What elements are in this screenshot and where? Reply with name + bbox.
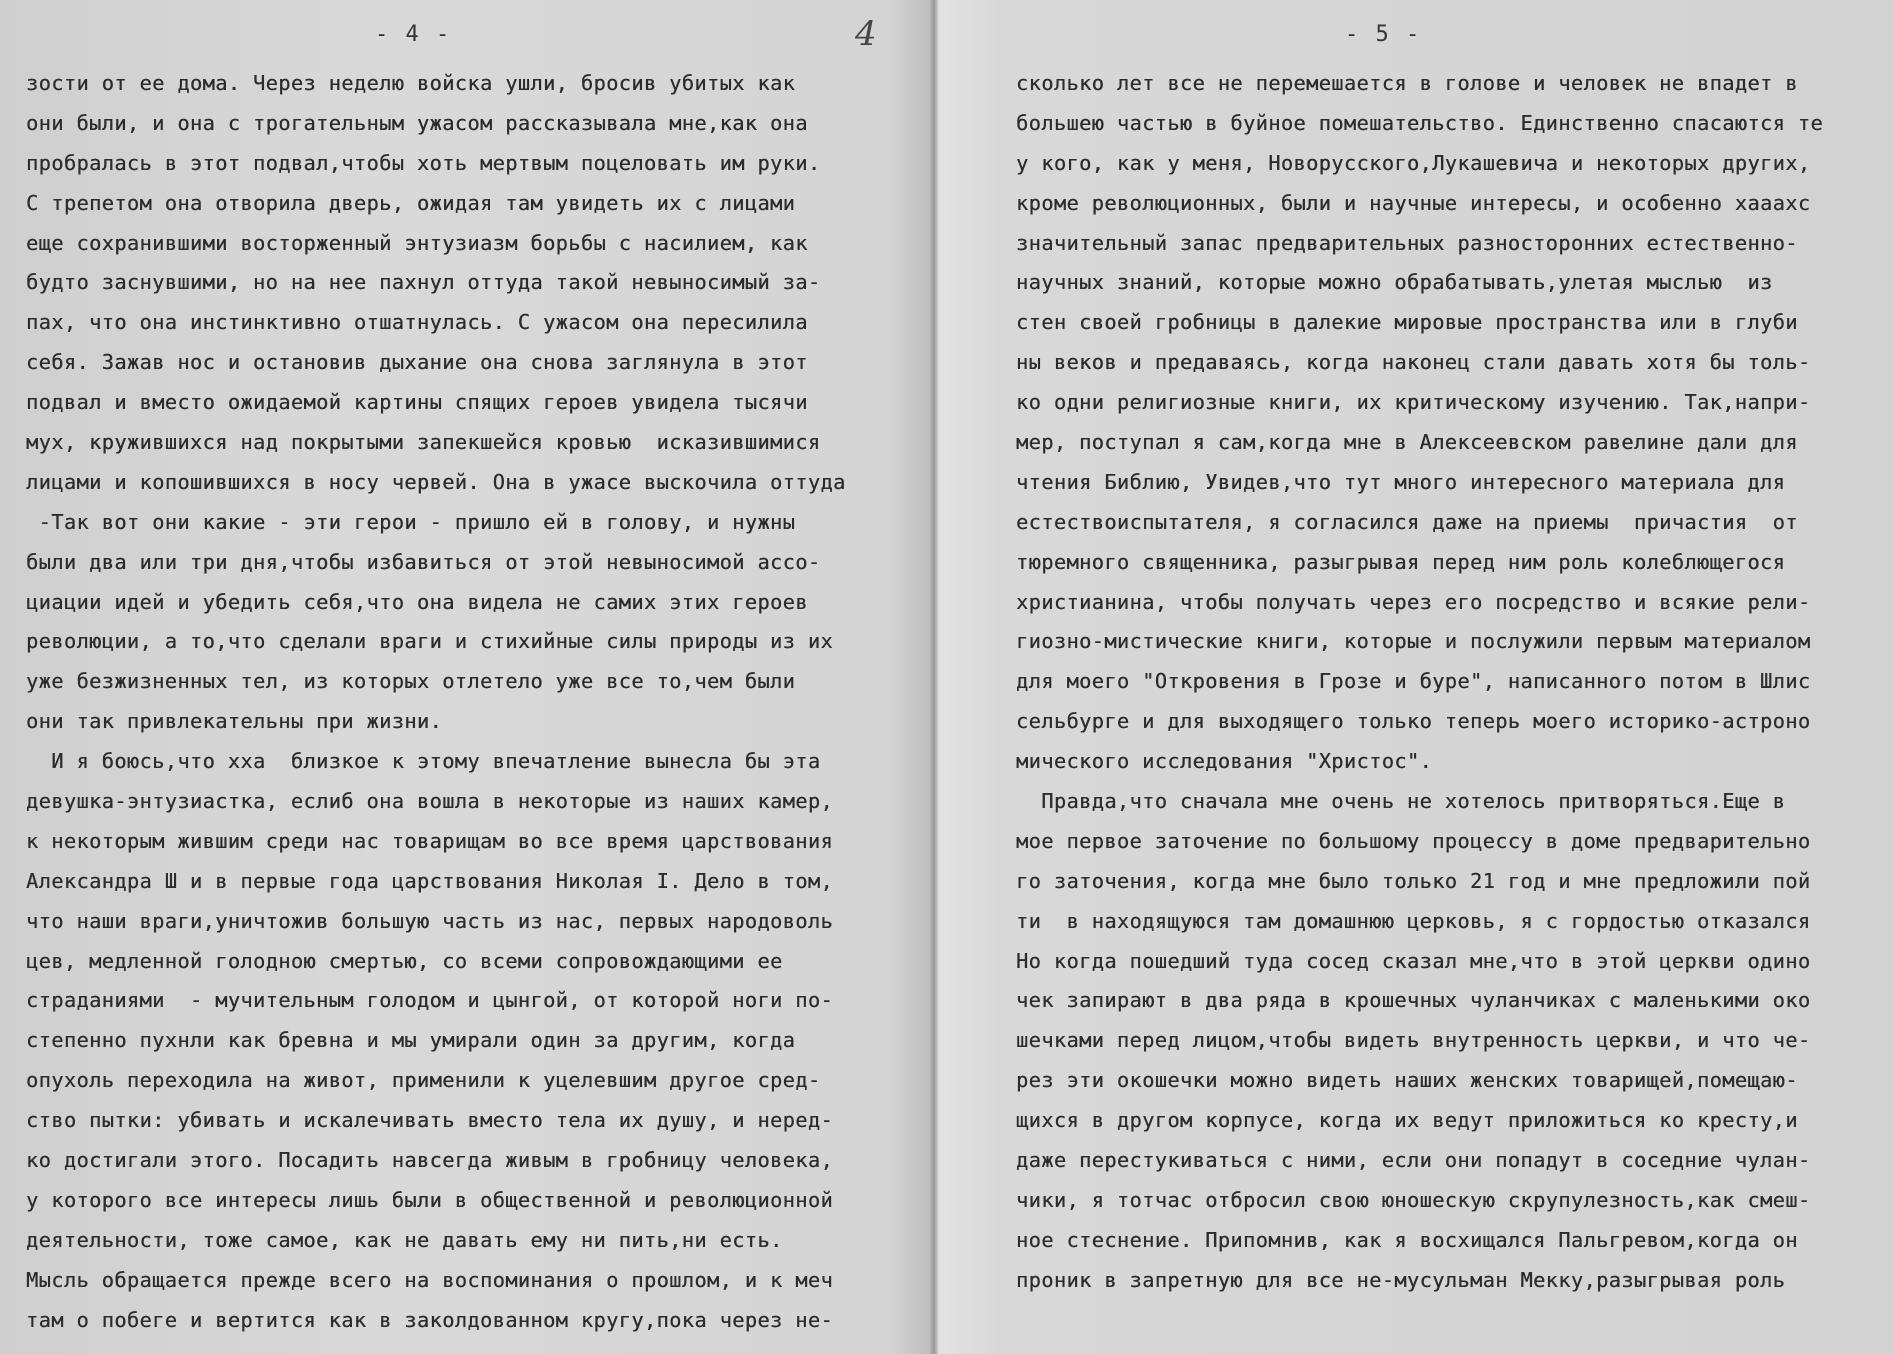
text-line: ны веков и предаваясь, когда наконец стали давать хотя бы толь-	[1016, 350, 1811, 375]
text-line: мух, кружившихся над покрытыми запекшейся кровью исказившимися	[26, 430, 821, 455]
text-line: даже перестукиваться с ними, если они попадут в соседние чулан-	[1016, 1148, 1811, 1173]
text-line: Но когда пошедший туда сосед сказал мне,что в этой церкви одино	[1016, 948, 1811, 973]
text-line: шечками перед лицом,чтобы видеть внутренность церкви, и что че-	[1016, 1028, 1811, 1053]
text-line: большею частью в буйное помешательство. Единственно спасаются те	[1016, 110, 1824, 135]
text-line: Правда,что сначала мне очень не хотелось притворяться.Еще в	[1016, 789, 1786, 814]
text-line: чики, я тотчас отбросил свою юношескую скрупулезность,как смеш-	[1016, 1187, 1811, 1212]
text-line: пах, что она инстинктивно отшатнулась. С ужасом она пересилила	[26, 310, 808, 335]
text-line: они были, и она с трогательным ужасом рассказывала мне,как она	[26, 110, 808, 135]
text-line: были два или три дня,чтобы избавиться от этой невыносимой ассо-	[26, 549, 821, 574]
text-line: ко одни религиозные книги, их критическому изучению. Так,напри-	[1016, 390, 1811, 415]
left-page-text	[26, 64, 846, 1341]
text-line: будто заснувшими, но на нее пахнул оттуда такой невыносимый за-	[26, 270, 821, 295]
text-line: тюремного священника, разыгрывая перед ним роль колеблющегося	[1016, 549, 1786, 574]
text-line: И я боюсь,что хха близкое к этому впечатление вынесла бы эта	[26, 749, 821, 774]
left-page-number: - 4 -	[375, 22, 452, 47]
text-line: ство пытки: убивать и искалечивать вместо тела их душу, и неред-	[26, 1108, 834, 1133]
handwritten-page-mark: 4	[855, 14, 877, 54]
text-line: они так привлекательны при жизни.	[26, 709, 443, 734]
text-line: революции, а то,что сделали враги и стихийные силы природы из их	[26, 629, 834, 654]
text-line: мического исследования "Христос".	[1016, 749, 1433, 774]
text-line: циации идей и убедить себя,что она видела не самих этих героев	[26, 589, 808, 614]
text-line: кроме революционных, были и научные интересы, и особенно хааахс	[1016, 190, 1811, 215]
text-line: гиозно-мистические книги, которые и послужили первым материалом	[1016, 629, 1811, 654]
right-page	[960, 0, 1894, 1354]
text-line: христианина, чтобы получать через его посредство и всякие рели-	[1016, 589, 1811, 614]
text-line: у которого все интересы лишь были в общественной и революционной	[26, 1187, 834, 1212]
text-line: -Так вот они какие - эти герои - пришло ей в голову, и нужны	[26, 509, 796, 534]
text-line: чек запирают в два ряда в крошечных чуланчиках с маленькими око	[1016, 988, 1811, 1013]
text-line: цев, медленной голодною смертью, со всеми сопровождающими ее	[26, 948, 783, 973]
text-line: рез эти окошечки можно видеть наших женских товарищей,помещаю-	[1016, 1068, 1798, 1093]
text-line: щихся в другом корпусе, когда их ведут приложиться ко кресту,и	[1016, 1108, 1798, 1133]
right-page-number: - 5 -	[1345, 22, 1422, 47]
text-line: для моего "Откровения в Грозе и буре", написанного потом в Шлис	[1016, 669, 1811, 694]
book-fold	[930, 0, 938, 1354]
text-line: уже безжизненных тел, из которых отлетело уже все то,чем были	[26, 669, 796, 694]
text-line: стен своей гробницы в далекие мировые пространства или в глуби	[1016, 310, 1798, 335]
text-line: деятельности, тоже самое, как не давать ему ни пить,ни есть.	[26, 1227, 783, 1252]
text-line: там о побеге и вертится как в заколдованном кругу,пока через не-	[26, 1307, 834, 1332]
text-line: страданиями - мучительным голодом и цынгой, от которой ноги по-	[26, 988, 834, 1013]
text-line: го заточения, когда мне было только 21 год и мне предложили пой	[1016, 868, 1811, 893]
text-line: проник в запретную для все не-мусульман Мекку,разыгрывая роль	[1016, 1267, 1786, 1292]
text-line: ное стеснение. Припомнив, как я восхищался Пальгревом,когда он	[1016, 1227, 1798, 1252]
text-line: значительный запас предварительных разносторонних естественно-	[1016, 230, 1798, 255]
text-line: С трепетом она отворила дверь, ожидая там увидеть их с лицами	[26, 190, 796, 215]
text-line: сколько лет все не перемешается в голове и человек не впадет в	[1016, 71, 1798, 95]
text-line: Александра Ш и в первые года царствования Николая I. Дело в том,	[26, 868, 834, 893]
text-line: ко достигали этого. Посадить навсегда живым в гробницу человека,	[26, 1148, 834, 1173]
left-page	[0, 0, 905, 1354]
text-line: мое первое заточение по большому процессу в доме предварительно	[1016, 828, 1811, 853]
text-line: чтения Библию, Увидев,что тут много интересного материала для	[1016, 469, 1786, 494]
text-line: сельбурге и для выходящего только теперь моего историко-астроно	[1016, 709, 1811, 734]
text-line: лицами и копошившихся в носу червей. Она в ужасе выскочила оттуда	[26, 469, 846, 494]
text-line: ти в находящуюся там домашнюю церковь, я с гордостью отказался	[1016, 908, 1811, 933]
text-line: у кого, как у меня, Новорусского,Лукашевича и некоторых других,	[1016, 150, 1811, 175]
text-line: Мысль обращается прежде всего на воспоминания о прошлом, и к меч	[26, 1267, 834, 1292]
text-line: пробралась в этот подвал,чтобы хоть мертвым поцеловать им руки.	[26, 150, 821, 175]
text-line: к некоторым жившим среди нас товарищам во все время царствования	[26, 828, 834, 853]
text-line: зости от ее дома. Через неделю войска ушли, бросив убитых как	[26, 71, 796, 95]
text-line: подвал и вместо ожидаемой картины спящих героев увидела тысячи	[26, 390, 808, 415]
text-line: научных знаний, которые можно обрабатывать,улетая мыслью из	[1016, 270, 1773, 295]
text-line: степенно пухнли как бревна и мы умирали один за другим, когда	[26, 1028, 796, 1053]
text-line: себя. Зажав нос и остановив дыхание она снова заглянула в этот	[26, 350, 808, 375]
text-line: еще сохранившими восторженный энтузиазм борьбы с насилием, как	[26, 230, 808, 255]
text-line: естествоиспытателя, я согласился даже на приемы причастия от	[1016, 509, 1798, 534]
text-line: опухоль переходила на живот, применили к уцелевшим другое сред-	[26, 1068, 821, 1093]
right-page-text	[1016, 64, 1823, 1301]
text-line: мер, поступал я сам,когда мне в Алексеевском равелине дали для	[1016, 430, 1798, 455]
text-line: что наши враги,уничтожив большую часть из нас, первых народоволь	[26, 908, 834, 933]
text-line: девушка-энтузиастка, еслиб она вошла в некоторые из наших камер,	[26, 789, 834, 814]
